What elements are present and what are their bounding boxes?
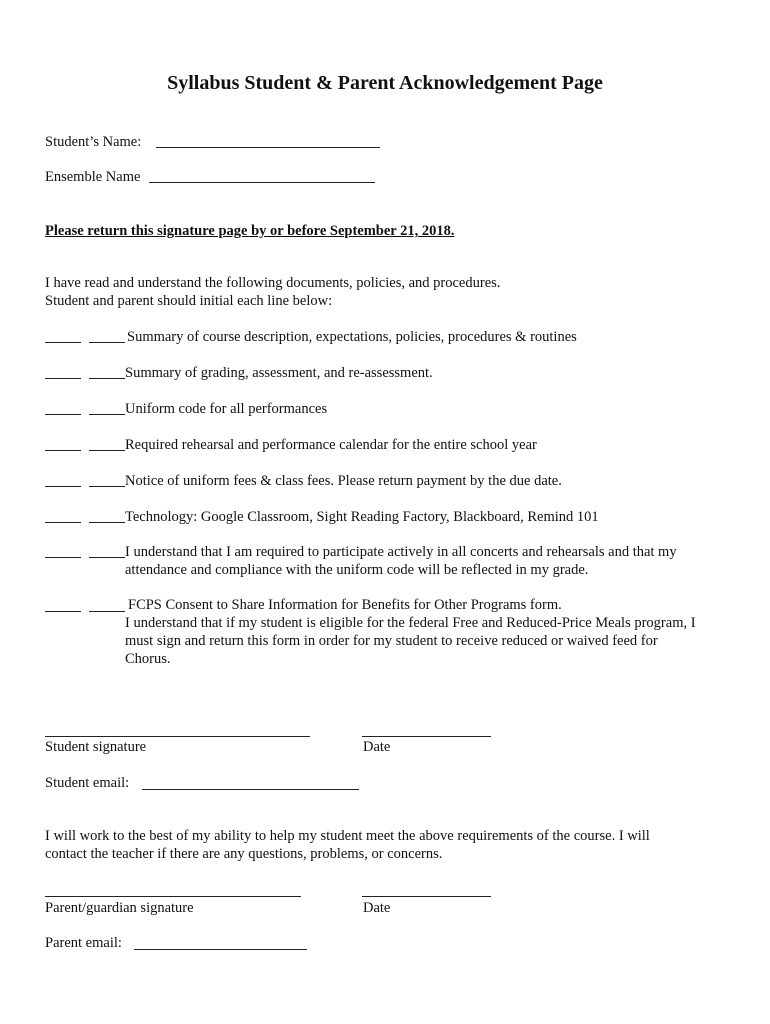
student-email-label: Student email:: [45, 775, 130, 791]
parent-email-label: Parent email:: [45, 935, 122, 951]
item-text: Required rehearsal and performance calendar for the entire school year: [125, 437, 537, 453]
parent-initial-field[interactable]: [89, 611, 125, 612]
initial-blanks: [45, 486, 125, 487]
initial-blanks: [45, 378, 125, 379]
item-text-line-1: I understand that I am required to participate actively in all concerts and rehearsals and that my: [125, 544, 677, 560]
initial-blanks: [45, 611, 125, 612]
item-text-line-3: must sign and return this form in order for my student to receive reduced or waived feed for: [125, 633, 658, 649]
date-label: Date: [363, 900, 391, 916]
student-name-field[interactable]: [156, 147, 380, 148]
date-label: Date: [363, 739, 391, 755]
student-name-label: Student’s Name:: [45, 134, 142, 150]
ensemble-name-label: Ensemble Name: [45, 169, 141, 185]
initial-blanks: [45, 557, 125, 558]
student-initial-field[interactable]: [45, 486, 81, 487]
return-notice: Please return this signature page by or before September 21, 2018.: [45, 223, 455, 239]
parent-date-field[interactable]: [362, 896, 491, 897]
item-text: Summary of grading, assessment, and re-assessment.: [125, 365, 433, 381]
parent-initial-field[interactable]: [89, 557, 125, 558]
item-text: Notice of uniform fees & class fees. Please return payment by the due date.: [125, 473, 562, 489]
commitment-line-2: contact the teacher if there are any questions, problems, or concerns.: [45, 846, 443, 862]
ensemble-name-field[interactable]: [149, 182, 375, 183]
commitment-line-1: I will work to the best of my ability to help my student meet the above requirements of the course. I will: [45, 828, 650, 844]
parent-initial-field[interactable]: [89, 414, 125, 415]
initial-blanks: [45, 522, 125, 523]
item-text-line-1: FCPS Consent to Share Information for Benefits for Other Programs form.: [128, 597, 562, 613]
parent-initial-field[interactable]: [89, 378, 125, 379]
student-initial-field[interactable]: [45, 414, 81, 415]
intro-line-1: I have read and understand the following documents, policies, and procedures.: [45, 275, 501, 291]
student-initial-field[interactable]: [45, 522, 81, 523]
student-email-field[interactable]: [142, 789, 359, 790]
parent-email-field[interactable]: [134, 949, 307, 950]
item-text-line-2: attendance and compliance with the uniform code will be reflected in my grade.: [125, 562, 589, 578]
initial-blanks: [45, 450, 125, 451]
parent-initial-field[interactable]: [89, 522, 125, 523]
student-initial-field[interactable]: [45, 557, 81, 558]
student-initial-field[interactable]: [45, 611, 81, 612]
item-text-line-2: I understand that if my student is eligible for the federal Free and Reduced-Price Meals program, I: [125, 615, 696, 631]
initial-blanks: [45, 414, 125, 415]
parent-signature-label: Parent/guardian signature: [45, 900, 194, 916]
student-initial-field[interactable]: [45, 378, 81, 379]
student-date-field[interactable]: [362, 736, 491, 737]
item-text: Technology: Google Classroom, Sight Reading Factory, Blackboard, Remind 101: [125, 509, 599, 525]
parent-initial-field[interactable]: [89, 486, 125, 487]
student-signature-field[interactable]: [45, 736, 310, 737]
item-text-line-4: Chorus.: [125, 651, 171, 667]
parent-initial-field[interactable]: [89, 450, 125, 451]
item-text: Uniform code for all performances: [125, 401, 328, 417]
initial-blanks: [45, 342, 125, 343]
parent-initial-field[interactable]: [89, 342, 125, 343]
page-title: Syllabus Student & Parent Acknowledgement Page: [167, 72, 603, 94]
student-initial-field[interactable]: [45, 450, 81, 451]
student-signature-label: Student signature: [45, 739, 147, 755]
item-text: Summary of course description, expectations, policies, procedures & routines: [127, 329, 577, 345]
student-initial-field[interactable]: [45, 342, 81, 343]
intro-line-2: Student and parent should initial each line below:: [45, 293, 333, 309]
parent-signature-field[interactable]: [45, 896, 301, 897]
